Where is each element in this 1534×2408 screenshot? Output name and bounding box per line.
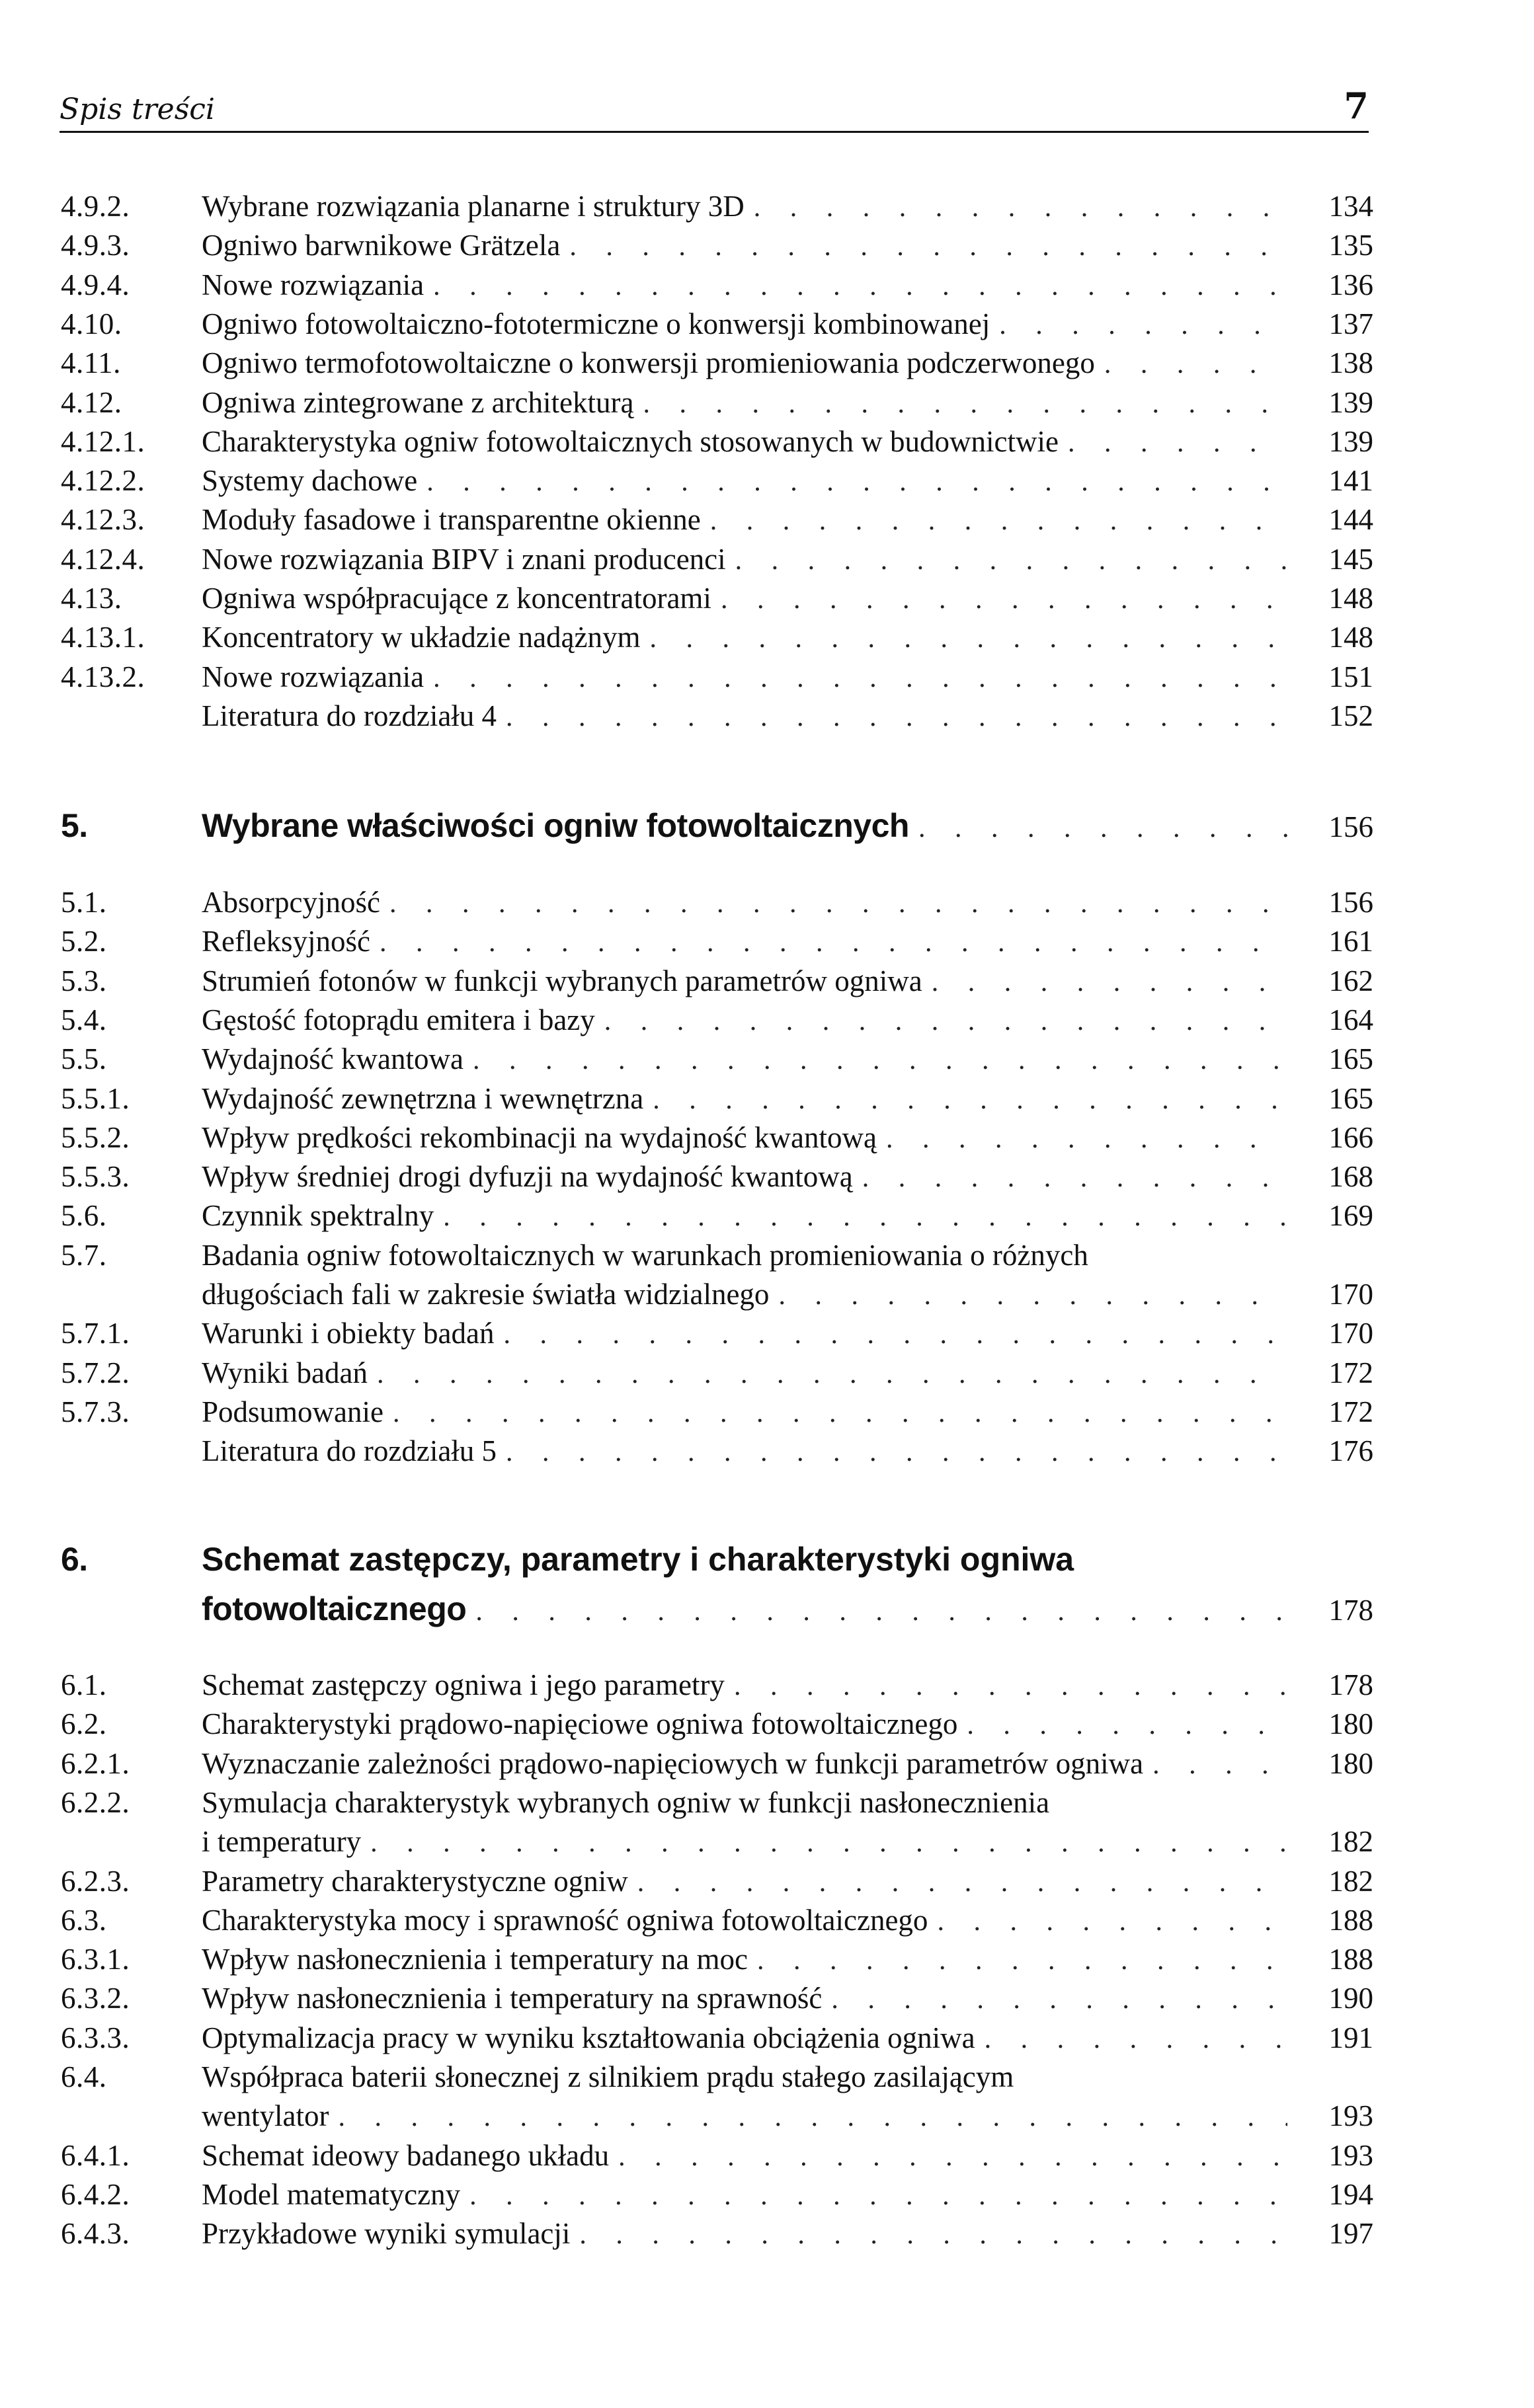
toc-entry[interactable] [61, 1354, 1373, 1392]
dot-leader [862, 1159, 1287, 1197]
entry-page: 148 [1328, 621, 1373, 654]
toc-entry[interactable] [61, 1705, 1373, 1743]
entry-title: Parametry charakterystyczne ogniw [202, 1864, 628, 1898]
entry-page: 156 [1328, 886, 1373, 919]
entry-number: 6.3. [61, 1903, 107, 1937]
toc-entry[interactable] [61, 1040, 1373, 1078]
entry-title-line [202, 1666, 1373, 1704]
entry-page: 188 [1328, 1943, 1373, 1976]
entry-title: Wpływ nasłonecznienia i temperatury na sprawność [202, 1982, 823, 2015]
entry-page: 188 [1328, 1903, 1373, 1937]
entry-page: 139 [1328, 424, 1373, 458]
entry-title-line [202, 344, 1373, 382]
entry-title-line [202, 422, 1373, 461]
entry-title: Nowe rozwiązania BIPV i znani producenci [202, 542, 726, 576]
dot-leader [1068, 424, 1287, 462]
entry-number: 4.9.3. [61, 229, 130, 262]
toc-entry[interactable] [61, 422, 1373, 461]
dot-leader [637, 1863, 1287, 1902]
entry-title-line [202, 2136, 1373, 2175]
dot-leader [504, 1315, 1287, 1354]
entry-title-line [202, 2175, 1373, 2214]
dot-leader [469, 2177, 1287, 2215]
entry-number: 6.3.2. [61, 1982, 130, 2015]
entry-title-line [202, 1354, 1373, 1392]
dot-leader [1104, 345, 1287, 383]
entry-title: Wydajność zewnętrzna i wewnętrzna [202, 1081, 644, 1115]
entry-title-line [202, 266, 1373, 304]
toc-entry[interactable] [61, 1940, 1373, 1978]
entry-number: 4.10. [61, 307, 122, 340]
running-header [60, 85, 1369, 137]
entry-title: Ogniwo fotowoltaiczno-fototermiczne o konwersji kombinowanej [202, 307, 990, 340]
entry-page: 172 [1328, 1395, 1373, 1428]
entry-number: 4.13.2. [61, 660, 145, 693]
toc-entry-6-2-2[interactable] [61, 1783, 1373, 1863]
entry-number: 6. [61, 1541, 88, 1578]
dot-leader [443, 1198, 1287, 1236]
entry-page: 165 [1328, 1081, 1373, 1115]
entry-page: 170 [1328, 1277, 1373, 1311]
toc-entry[interactable] [61, 266, 1373, 304]
entry-title-line [202, 305, 1373, 343]
entry-title-line [202, 1705, 1373, 1743]
entry-number: 4.9.2. [61, 190, 130, 223]
entry-page: 135 [1328, 229, 1373, 262]
entry-title-line [202, 618, 1373, 656]
dot-leader [831, 1980, 1287, 2019]
dot-leader [778, 1276, 1287, 1315]
entry-title: Ogniwa zintegrowane z architekturą [202, 385, 634, 419]
entry-number: 4.12.1. [61, 424, 145, 458]
entry-title: Czynnik spektralny [202, 1199, 434, 1233]
entry-title-line [202, 187, 1373, 225]
entry-number: 6.2.1. [61, 1746, 130, 1780]
entry-title: Refleksyjność [202, 925, 370, 958]
entry-title-line [202, 697, 1373, 735]
entry-title-line2 [202, 2097, 1373, 2135]
entry-title-line [202, 1432, 1373, 1470]
entry-page: 176 [1328, 1434, 1373, 1468]
entry-number: 5.7. [61, 1238, 107, 1272]
toc-entry[interactable] [61, 1118, 1373, 1157]
entry-title-line [202, 1001, 1373, 1039]
toc-entry[interactable] [61, 1314, 1373, 1352]
entry-title: Absorpcyjność [202, 886, 380, 919]
entry-title: wentylator [202, 2099, 329, 2132]
entry-number: 4.12.4. [61, 542, 145, 576]
toc-entry[interactable] [61, 540, 1373, 578]
toc-entry[interactable] [61, 1393, 1373, 1431]
entry-title-line [202, 1393, 1373, 1431]
entry-number: 6.2.2. [61, 1785, 130, 1819]
dot-leader [710, 502, 1287, 540]
toc-entry[interactable] [61, 962, 1373, 1000]
entry-title: Ogniwo termofotowoltaiczne o konwersji promieniowania podczerwonego [202, 346, 1095, 380]
dot-leader [886, 1120, 1287, 1158]
entry-page: 180 [1328, 1746, 1373, 1780]
entry-title-line [202, 1979, 1373, 2017]
dot-leader [653, 1081, 1287, 1119]
entry-number: 5.5.2. [61, 1120, 130, 1154]
entry-title: Wyniki badań [202, 1356, 368, 1389]
dot-leader [985, 2020, 1287, 2058]
dot-leader [393, 1394, 1287, 1432]
entry-title-line [202, 1901, 1373, 1939]
entry-title: Charakterystyka mocy i sprawność ogniwa fotowoltaicznego [202, 1903, 928, 1937]
entry-title: i temperatury [202, 1824, 362, 1858]
entry-page: 168 [1328, 1160, 1373, 1194]
dot-leader [735, 541, 1287, 580]
entry-number: 5.5.3. [61, 1160, 130, 1194]
dot-leader [377, 1355, 1287, 1393]
entry-title-line1: Badania ogniw fotowoltaicznych w warunkach promieniowania o różnych [202, 1238, 1088, 1272]
entry-number: 5.5.1. [61, 1081, 130, 1115]
entry-page: 162 [1328, 964, 1373, 997]
toc-entry[interactable] [61, 883, 1373, 921]
entry-title-line [202, 500, 1373, 539]
entry-title-line [202, 883, 1373, 921]
entry-title: Schemat ideowy badanego układu [202, 2138, 610, 2172]
dot-leader [734, 1667, 1287, 1705]
entry-page: 169 [1328, 1199, 1373, 1233]
dot-leader [937, 1902, 1287, 1941]
entry-title: Wybrane rozwiązania planarne i struktury 3D [202, 190, 745, 223]
entry-page: 191 [1328, 2021, 1373, 2054]
dot-leader [999, 306, 1287, 344]
running-title: Spis treści [60, 93, 215, 126]
entry-title: Charakterystyka ogniw fotowoltaicznych stosowanych w budownictwie [202, 424, 1059, 458]
entry-number: 6.3.3. [61, 2021, 130, 2054]
entry-page: 193 [1328, 2099, 1373, 2132]
entry-title-line [202, 962, 1373, 1000]
entry-page: 170 [1328, 1317, 1373, 1350]
entry-number: 4.13.1. [61, 621, 145, 654]
toc-entry[interactable] [61, 1001, 1373, 1039]
toc-entry[interactable] [61, 1744, 1373, 1783]
dot-leader [433, 659, 1287, 697]
entry-page: 134 [1328, 190, 1373, 223]
toc-entry[interactable] [61, 1901, 1373, 1939]
chapter-heading-6[interactable] [61, 1540, 1373, 1627]
dot-leader [1152, 1746, 1287, 1784]
entry-title-line [202, 1862, 1373, 1900]
toc-entry[interactable] [61, 922, 1373, 960]
entry-page: 172 [1328, 1356, 1373, 1389]
entry-number: 6.4. [61, 2060, 107, 2093]
toc-entry[interactable] [61, 1432, 1373, 1470]
entry-title-line1: Schemat zastępczy, parametry i charakterystyki ogniwa [202, 1541, 1074, 1578]
entry-title: Literatura do rozdziału 4 [202, 699, 497, 732]
entry-title-line [202, 1040, 1373, 1078]
entry-page: 182 [1328, 1864, 1373, 1898]
entry-number: 4.13. [61, 582, 122, 615]
entry-title-line1: Współpraca baterii słonecznej z silnikiem prądu stałego zasilającym [202, 2060, 1014, 2093]
dot-leader [932, 963, 1287, 1001]
toc-entry[interactable] [61, 383, 1373, 422]
entry-title: Wydajność kwantowa [202, 1042, 464, 1076]
header-rule [60, 131, 1369, 133]
page-number: 7 [1344, 85, 1369, 127]
dot-leader [338, 2098, 1287, 2136]
toc-entry[interactable] [61, 226, 1373, 264]
entry-title-line [202, 1940, 1373, 1978]
entry-page: 137 [1328, 307, 1373, 340]
entry-page: 156 [1328, 810, 1373, 843]
entry-page: 139 [1328, 385, 1373, 419]
toc-entry[interactable] [61, 2136, 1373, 2175]
entry-page: 165 [1328, 1042, 1373, 1076]
entry-title: Wpływ średniej drogi dyfuzji na wydajność kwantową [202, 1160, 853, 1194]
entry-number: 6.4.1. [61, 2138, 130, 2172]
entry-title: Literatura do rozdziału 5 [202, 1434, 497, 1468]
entry-title: Wpływ nasłonecznienia i temperatury na moc [202, 1943, 748, 1976]
toc-entry-5-7[interactable] [61, 1236, 1373, 1315]
entry-title: Warunki i obiekty badań [202, 1317, 495, 1350]
entry-title-line [202, 2019, 1373, 2057]
entry-number: 6.4.3. [61, 2217, 130, 2251]
entry-page: 194 [1328, 2177, 1373, 2211]
entry-title-line2 [202, 1590, 1373, 1628]
dot-leader [506, 698, 1287, 736]
entry-title: Podsumowanie [202, 1395, 384, 1428]
dot-leader [389, 884, 1287, 923]
dot-leader [650, 619, 1288, 658]
entry-title: Moduły fasadowe i transparentne okienne [202, 503, 701, 537]
toc-entry[interactable] [61, 618, 1373, 656]
dot-leader [967, 1706, 1287, 1744]
dot-leader [757, 1941, 1287, 1980]
dot-leader [569, 227, 1287, 266]
entry-title: Wpływ prędkości rekombinacji na wydajność kwantową [202, 1120, 877, 1154]
entry-number: 4.12. [61, 385, 122, 419]
entry-page: 197 [1328, 2217, 1373, 2251]
entry-title-line [202, 806, 1373, 845]
entry-title: Systemy dachowe [202, 464, 418, 498]
chapter-heading-5[interactable] [61, 806, 1373, 845]
entry-page: 151 [1328, 660, 1373, 693]
toc-entry[interactable] [61, 187, 1373, 225]
entry-page: 190 [1328, 1982, 1373, 2015]
toc-entry[interactable] [61, 2175, 1373, 2214]
entry-title-line [202, 1744, 1373, 1783]
entry-title-line [202, 1314, 1373, 1352]
entry-number: 6.3.1. [61, 1943, 130, 1976]
entry-number: 5.1. [61, 886, 107, 919]
entry-title-line [202, 922, 1373, 960]
entry-number: 5.7.1. [61, 1317, 130, 1350]
entry-page: 138 [1328, 346, 1373, 380]
dot-leader [380, 923, 1287, 962]
entry-title: Wybrane właściwości ogniw fotowoltaicznych [202, 807, 909, 844]
entry-number: 4.11. [61, 346, 121, 380]
entry-title: Nowe rozwiązania [202, 268, 424, 301]
entry-title-line [202, 1118, 1373, 1157]
entry-title: Schemat zastępczy ogniwa i jego parametry [202, 1668, 725, 1701]
entry-title-line [202, 383, 1373, 422]
entry-title-line [202, 226, 1373, 264]
toc-entry[interactable] [61, 1079, 1373, 1118]
entry-number: 5. [61, 807, 88, 844]
toc-entry[interactable] [61, 1157, 1373, 1196]
entry-title: Strumień fotonów w funkcji wybranych parametrów ogniwa [202, 964, 922, 997]
toc-entry[interactable] [61, 697, 1373, 735]
entry-page: 166 [1328, 1120, 1373, 1154]
entry-title: Wyznaczanie zależności prądowo-napięciowych w funkcji parametrów ogniwa [202, 1746, 1144, 1780]
dot-leader [370, 1824, 1287, 1862]
entry-title: Model matematyczny [202, 2177, 461, 2211]
entry-title: Gęstość fotoprądu emitera i bazy [202, 1003, 595, 1036]
toc-entry[interactable] [61, 1979, 1373, 2017]
entry-title: Charakterystyki prądowo-napięciowe ogniwa fotowoltaicznego [202, 1707, 958, 1741]
entry-number: 5.4. [61, 1003, 107, 1036]
entry-page: 164 [1328, 1003, 1373, 1036]
entry-number: 4.12.2. [61, 464, 145, 498]
dot-leader [473, 1041, 1287, 1079]
entry-page: 145 [1328, 542, 1373, 576]
dot-leader [506, 1433, 1287, 1471]
entry-number: 6.2.3. [61, 1864, 130, 1898]
toc-entry[interactable] [61, 1862, 1373, 1900]
dot-leader [643, 385, 1287, 423]
entry-number: 5.3. [61, 964, 107, 997]
entry-title: Nowe rozwiązania [202, 660, 424, 693]
entry-number: 4.12.3. [61, 503, 145, 537]
entry-page: 180 [1328, 1707, 1373, 1741]
dot-leader [475, 1592, 1287, 1631]
toc-entry[interactable] [61, 1196, 1373, 1235]
entry-title: długościach fali w zakresie światła widzialnego [202, 1277, 770, 1311]
toc-entry[interactable] [61, 2019, 1373, 2057]
dot-leader [918, 809, 1287, 847]
entry-page: 178 [1328, 1594, 1373, 1627]
entry-title-line2 [202, 1275, 1373, 1313]
dot-leader [721, 580, 1287, 619]
entry-page: 182 [1328, 1824, 1373, 1858]
toc-entry[interactable] [61, 658, 1373, 696]
entry-title: Ogniwa współpracujące z koncentratorami [202, 582, 711, 615]
entry-title-line [202, 1079, 1373, 1118]
entry-title: Optymalizacja pracy w wyniku kształtowania obciążenia ogniwa [202, 2021, 975, 2054]
toc-entry[interactable] [61, 344, 1373, 382]
entry-number: 5.5. [61, 1042, 107, 1076]
dot-leader [604, 1002, 1287, 1040]
toc-entry[interactable] [61, 2214, 1373, 2253]
entry-number: 5.2. [61, 925, 107, 958]
entry-number: 6.1. [61, 1668, 107, 1701]
dot-leader [433, 267, 1287, 305]
entry-page: 193 [1328, 2138, 1373, 2172]
entry-title-line [202, 461, 1373, 500]
dot-leader [618, 2138, 1287, 2176]
entry-title-line [202, 1157, 1373, 1196]
entry-number: 5.6. [61, 1199, 107, 1233]
toc-entry[interactable] [61, 579, 1373, 617]
entry-page: 161 [1328, 925, 1373, 958]
entry-number: 5.7.2. [61, 1356, 130, 1389]
entry-title: Ogniwo barwnikowe Grätzela [202, 229, 561, 262]
entry-page: 148 [1328, 582, 1373, 615]
entry-page: 178 [1328, 1668, 1373, 1701]
entry-title-line2 [202, 1822, 1373, 1861]
entry-title-line [202, 2214, 1373, 2253]
entry-title: fotowoltaicznego [202, 1590, 467, 1627]
dot-leader [754, 188, 1287, 227]
toc-entry[interactable] [61, 1666, 1373, 1704]
entry-title-line [202, 658, 1373, 696]
entry-page: 141 [1328, 464, 1373, 498]
entry-title-line [202, 1196, 1373, 1235]
entry-title-line [202, 540, 1373, 578]
entry-number: 6.2. [61, 1707, 107, 1741]
entry-page: 144 [1328, 503, 1373, 537]
entry-page: 136 [1328, 268, 1373, 301]
toc-entry[interactable] [61, 500, 1373, 539]
toc-entry-6-4[interactable] [61, 2058, 1373, 2137]
entry-title: Przykładowe wyniki symulacji [202, 2217, 571, 2251]
entry-number: 5.7.3. [61, 1395, 130, 1428]
entry-title-line1: Symulacja charakterystyk wybranych ogniw w funkcji nasłonecznienia [202, 1785, 1050, 1819]
toc-entry[interactable] [61, 305, 1373, 343]
dot-leader [579, 2216, 1287, 2254]
entry-number: 4.9.4. [61, 268, 130, 301]
entry-title-line [202, 579, 1373, 617]
toc-entry[interactable] [61, 461, 1373, 500]
entry-number: 6.4.2. [61, 2177, 130, 2211]
entry-page: 152 [1328, 699, 1373, 732]
entry-title: Koncentratory w układzie nadążnym [202, 621, 641, 654]
dot-leader [426, 463, 1287, 501]
